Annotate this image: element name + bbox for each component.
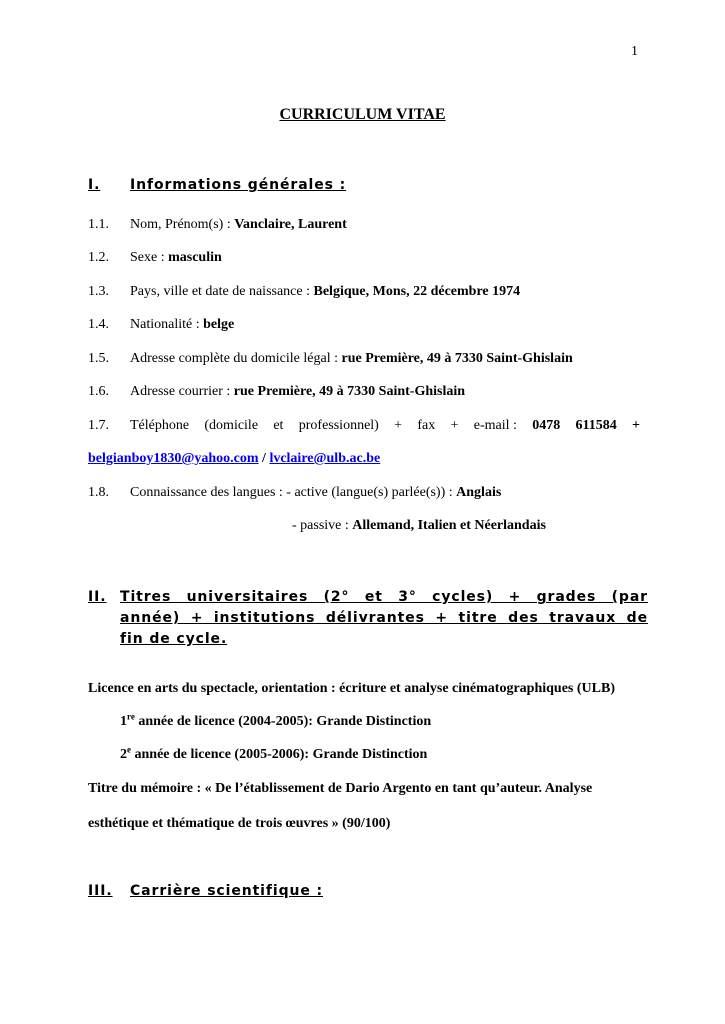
year-1-superscript: re — [127, 711, 135, 722]
phone-word: Téléphone — [130, 418, 190, 433]
item-value: belge — [203, 317, 235, 332]
thesis-line-2: esthétique et thématique de trois œuvres » (90/100) — [88, 816, 391, 831]
item-label: Adresse complète du domicile légal : — [130, 351, 342, 366]
phone-word: + — [450, 418, 459, 433]
thesis-line-1: Titre du mémoire : « De l’établissement de Dario Argento en tant qu’auteur. Analyse — [88, 781, 593, 796]
phone-number-part: 611584 — [575, 418, 617, 433]
languages-active-value: Anglais — [456, 485, 502, 500]
item-number: 1.4. — [88, 317, 109, 332]
phone-word: + — [394, 418, 403, 433]
item-1-6 — [130, 383, 465, 400]
item-number: 1.3. — [88, 284, 109, 299]
item-label: Pays, ville et date de naissance : — [130, 284, 314, 299]
section-3-number: III. — [88, 883, 113, 899]
section-2-heading-line: Titres universitaires (2° et 3° cycles) + grades (par — [120, 589, 648, 605]
item-value: rue Première, 49 à 7330 Saint-Ghislain — [233, 384, 466, 399]
item-number: 1.7. — [88, 418, 109, 433]
item-label: Nom, Prénom(s) : — [130, 217, 235, 232]
item-number: 1.2. — [88, 250, 109, 265]
section-2-heading-line: année) + institutions délivrantes + titre des travaux de — [120, 610, 648, 626]
item-1-8-passive — [292, 517, 546, 534]
year-1-text: année de licence (2004-2005): Grande Distinction — [134, 714, 432, 729]
email-line — [88, 450, 380, 467]
section-1-heading: Informations générales : — [130, 177, 347, 193]
phone-plus: + — [632, 418, 640, 433]
phone-word: et — [273, 418, 284, 433]
item-number: 1.6. — [88, 384, 109, 399]
year-1-number: 1 — [120, 714, 127, 729]
item-1-7 — [130, 417, 640, 434]
item-1-8-active — [130, 484, 501, 501]
item-value: Belgique, Mons, 22 décembre 1974 — [313, 284, 521, 299]
item-value: masculin — [168, 250, 222, 265]
item-1-2 — [130, 249, 222, 266]
item-1-3 — [130, 283, 520, 300]
phone-word: fax — [417, 418, 436, 433]
item-number: 1.1. — [88, 217, 109, 232]
page-number: 1 — [631, 44, 638, 59]
item-1-4 — [130, 316, 234, 333]
item-label: Adresse courrier : — [130, 384, 234, 399]
languages-passive-value: Allemand, Italien et Néerlandais — [352, 518, 546, 533]
phone-word: (domicile — [204, 418, 259, 433]
year-2-line — [120, 746, 427, 763]
item-number: 1.5. — [88, 351, 109, 366]
item-label: Sexe : — [130, 250, 169, 265]
year-2-superscript: e — [127, 744, 131, 755]
item-label: Nationalité : — [130, 317, 204, 332]
section-3-heading: Carrière scientifique : — [130, 883, 324, 899]
email-link-ulb[interactable]: lvclaire@ulb.ac.be — [269, 451, 381, 466]
document-title: CURRICULUM VITAE — [279, 106, 446, 123]
year-1-line — [120, 713, 431, 730]
section-2-heading-line: fin de cycle. — [120, 631, 228, 647]
item-1-5 — [130, 350, 573, 367]
email-link-yahoo[interactable]: belgianboy1830@yahoo.com — [88, 451, 259, 466]
item-value: Vanclaire, Laurent — [234, 217, 347, 232]
phone-word: e-mail : — [473, 418, 517, 433]
item-1-1 — [130, 216, 347, 233]
languages-active-label: Connaissance des langues : - active (langue(s) parlée(s)) : — [130, 485, 457, 500]
year-2-text: année de licence (2005-2006): Grande Distinction — [131, 747, 428, 762]
item-number: 1.8. — [88, 485, 109, 500]
section-1-number: I. — [88, 177, 101, 193]
languages-passive-label: - passive : — [292, 518, 353, 533]
degree-title: Licence en arts du spectacle, orientation : écriture et analyse cinématographiques (ULB) — [88, 681, 615, 696]
section-2-number: II. — [88, 589, 107, 605]
year-2-number: 2 — [120, 747, 127, 762]
email-separator: / — [258, 451, 270, 466]
phone-word: professionnel) — [298, 418, 379, 433]
phone-number-part: 0478 — [532, 418, 561, 433]
item-value: rue Première, 49 à 7330 Saint-Ghislain — [341, 351, 573, 366]
